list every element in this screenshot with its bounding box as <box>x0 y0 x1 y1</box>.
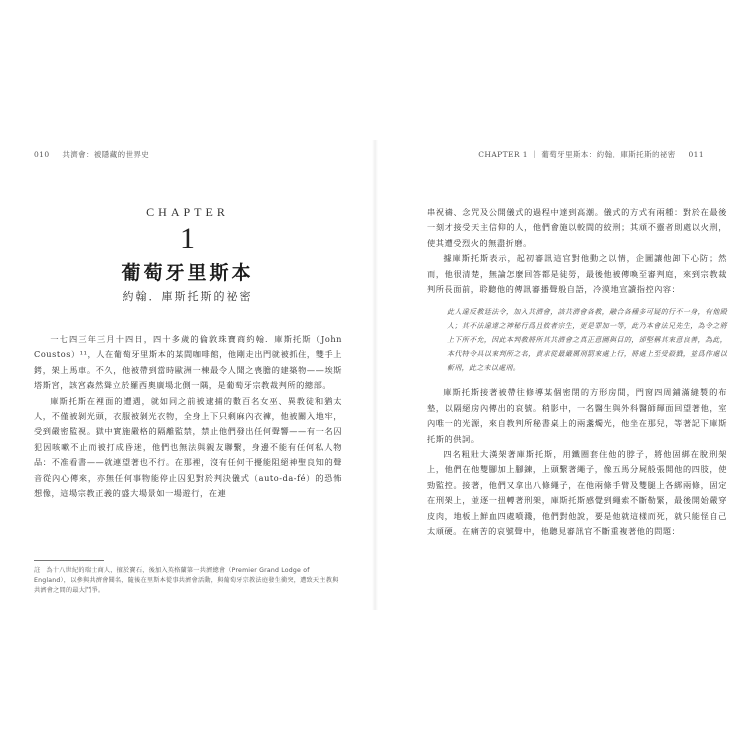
block-quote: 此人違反教廷法令，加入共濟會，該共濟會各教，融合各種多可疑的行不一身，有他殿人；其不法違達之神秘行爲且攸者宗生，更是罪加一等，此乃本會法兄先生，為令之將上下所不允，因此本判教將所其共濟會之真正意圖與目的，卻堅稱其來意良善，為此，本代特令具以來判所之名，責求從最嚴厲刑罰來處上行，將處上至受殺戮，並爲作處以斬刑，此之未以處刑。 <box>447 308 727 373</box>
paragraph: 串祝禱、念咒及公開儀式的過程中達到高潮。儀式的方式有兩種：對於在最後一刻才接受天主信仰的人，他們會施以較間的絞刑；其頑不靈者則處以火刑，使其遭受烈火的無盡折磨。 <box>427 207 727 248</box>
chapter-number: 1 <box>180 222 195 255</box>
right-running-title: 葡萄牙里斯本：約翰．庫斯托斯的祕密 <box>541 150 676 159</box>
right-running-head <box>478 149 714 160</box>
footnote-text: 為十八世紀的瑞士商人，擅於寶石，後加入英格蘭第一共濟總會（Premier Grand Lodge of England），以參與共濟會聞名，隨後在里斯本從事共濟會活動，與葡萄牙宗教法庭發生衝突，遭致天主教與共濟會之間的最大鬥爭。 <box>34 567 339 594</box>
footnote <box>34 566 342 596</box>
left-body-text <box>34 332 342 501</box>
paragraph: 一七四三年三月十四日，四十多歲的倫敦珠寶商約翰．庫斯托斯（John Coustos）¹¹，人在葡萄牙里斯本的某間咖啡館，他剛走出門就被抓住，雙手上銬，架上馬車。不久，他被帶到當時歐洲一棟最令人聞之喪膽的建築物——埃斯塔斯宮，該宮森然聳立於羅西奧廣場北側一隅，是葡萄牙宗教裁判所的總部。 <box>34 334 342 391</box>
footnote-rule <box>34 560 104 561</box>
footnote-marker: 註 <box>34 567 41 574</box>
chapter-title: 葡萄牙里斯本 <box>121 262 254 284</box>
right-page <box>375 0 750 750</box>
paragraph: 庫斯托斯在裡面的遭遇，就如同之前被逮捕的數百名女巫、異教徒和猶太人，不僅被剝光頭，衣服被剝光衣物，全身上下只剩麻內衣褲，他被關入地牢，受到嚴密監視。獄中實施嚴格的隔離監禁，禁止他們發出任何聲響——有一名囚犯因咳嗽不止而被打成昏迷，他們也無法與親友聯繫，身邊不能有任何私人物品：不准看書——就連望著也不行。在那裡，沒有任何干擾能阻絕神聖良知的聲音從內心傳來，亦無任何事物能停止囚犯對於判決儀式（auto-da-fé）的恐怖想像，這場宗教正義的盛大場景如一場遊行，在連 <box>34 395 342 499</box>
right-page-number: 011 <box>688 150 704 159</box>
running-chapter-label: CHAPTER 1 <box>478 150 528 159</box>
paragraph: 四名粗壯大漢架著庫斯托斯，用鐵圈套住他的脖子，將他固綁在脫刑架上，他們在他雙腳加上腳鍊，上頭繫著繩子，像五馬分屍般張開他的四肢，使勁監控。接著，他們又拿出八條繩子，在他兩條手臂及雙腿上各綁兩條，固定在刑架上，並逐一扭轉著刑架，庫斯托斯感覺到繩索不斷勒緊，最後開始嚴穿皮肉，地板上鮮血四處噴濺，他們對他說，要是他就這樣而死，就只能怪自己太頑硬。在痛苦的哀號聲中，他聽見審訊官不斷重複著他的問題： <box>427 449 727 537</box>
left-page-number: 010 <box>34 150 50 159</box>
paragraph: 據庫斯托斯表示，起初審訊這官對他動之以情，企圖讓他卸下心防；然而，他很清楚，無論怎麼回答都是徒勞，最後他被傳喚至審判庭，來到宗教裁判所長面前，聆聽他的傳訊審播聲般自語，冷漠地宣讀指控內容： <box>427 253 727 295</box>
right-body-text <box>427 205 727 540</box>
chapter-label: CHAPTER <box>146 205 229 219</box>
divider-glyph: ｜ <box>530 150 542 159</box>
left-running-head <box>34 149 159 160</box>
chapter-subtitle: 約翰．庫斯托斯的祕密 <box>122 290 253 303</box>
left-running-title: 共濟會：被隱藏的世界史 <box>62 150 150 159</box>
paragraph: 庫斯托斯接著被帶往修導某個密閉的方形房間，門窗四周鋪滿縫製的布墊，以隔絕房內傳出的哀號。稍影中，一名醫生與外科醫師輝面回望著他，室內唯一的光源，來自教判所秘書桌上的兩盞燭光，他坐在那兒，等著記下庫斯托斯的供詞。 <box>427 387 727 444</box>
